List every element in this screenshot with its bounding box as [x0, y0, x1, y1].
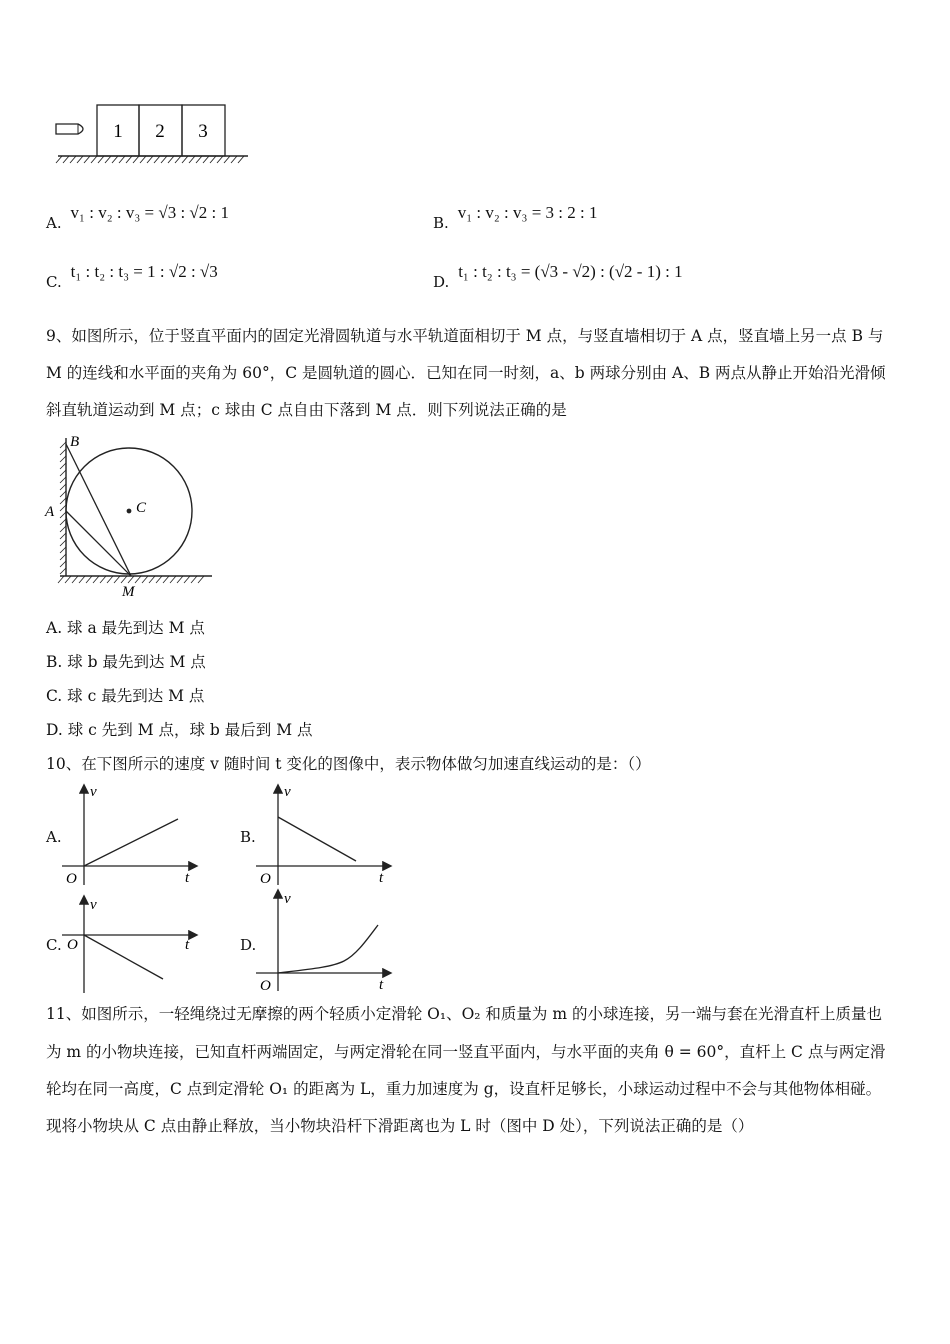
- option-expr: t₁ : t₂ : t₃ = (√3 - √2) : (√2 - 1) : 1: [458, 262, 683, 281]
- q11-line-3: 轮均在同一高度，C 点到定滑轮 O₁ 的距离为 L，重力加速度为 g，设直杆足够长，小球运动过程中不会与其他物体相碰。: [46, 1080, 882, 1098]
- q9-option-a[interactable]: A. 球 a 最先到达 M 点: [46, 619, 205, 637]
- block-2-label: 2: [155, 121, 165, 142]
- track-bm: [66, 444, 131, 576]
- origin-o: O: [260, 978, 271, 994]
- origin-o: O: [66, 871, 77, 887]
- q8-option-a[interactable]: [46, 203, 229, 234]
- q9-option-c[interactable]: C. 球 c 最先到达 M 点: [46, 687, 205, 705]
- graph-a[interactable]: [58, 782, 203, 892]
- axis-t: t: [379, 870, 384, 886]
- block-1-label: 1: [113, 121, 123, 142]
- graph-b-line: [278, 817, 356, 861]
- q9-line-1: 9、如图所示，位于竖直平面内的固定光滑圆轨道与水平轨道面相切于 M 点，与竖直墙相切于 A 点，竖直墙上另一点 B 与: [46, 327, 884, 345]
- option-letter: A.: [46, 214, 62, 232]
- option-expr: v₁ : v₂ : v₃ = √3 : √2 : 1: [70, 203, 229, 222]
- option-letter: B.: [433, 214, 449, 232]
- option-letter: C.: [46, 273, 62, 291]
- bullet-icon: [56, 124, 83, 134]
- graph-d-label[interactable]: D.: [240, 936, 257, 954]
- axis-v: v: [90, 897, 97, 913]
- q9-line-2: M 的连线和水平面的夹角为 60°，C 是圆轨道的圆心．已知在同一时刻，a、b 两球分别由 A、B 两点从静止开始沿光滑倾: [46, 364, 886, 382]
- q8-option-c[interactable]: [46, 262, 218, 293]
- graph-b-label[interactable]: B.: [240, 828, 256, 846]
- origin-o: O: [260, 871, 271, 887]
- q8-option-d[interactable]: [433, 262, 683, 293]
- origin-o: O: [67, 937, 78, 953]
- q9-option-d[interactable]: D. 球 c 先到 M 点，球 b 最后到 M 点: [46, 721, 313, 739]
- q10-stem: 10、在下图所示的速度 v 随时间 t 变化的图像中，表示物体做匀加速直线运动的是：（）: [46, 755, 651, 773]
- option-letter: D.: [433, 273, 450, 291]
- label-c: C: [136, 500, 147, 516]
- q8-option-b[interactable]: [433, 203, 598, 234]
- axis-v: v: [284, 784, 291, 800]
- center-dot: [127, 509, 132, 514]
- ground-hatch: [56, 156, 248, 163]
- graph-c[interactable]: [58, 893, 203, 998]
- q11-line-1: 11、如图所示，一轻绳绕过无摩擦的两个轻质小定滑轮 O₁、O₂ 和质量为 m 的小球连接，另一端与套在光滑直杆上质量也: [46, 1005, 882, 1023]
- graph-d-curve: [278, 925, 378, 973]
- graph-c-line: [84, 935, 163, 979]
- axis-t: t: [379, 977, 384, 993]
- label-a: A: [45, 504, 55, 520]
- label-b: B: [70, 434, 80, 450]
- graph-c-label[interactable]: C.: [46, 936, 62, 954]
- graph-a-line: [84, 819, 178, 866]
- graph-b[interactable]: [252, 782, 397, 892]
- q11-line-4: 现将小物块从 C 点由静止释放，当小物块沿杆下滑距离也为 L 时（图中 D 处），下列说法正确的是（）: [46, 1117, 754, 1135]
- axis-v: v: [90, 784, 97, 800]
- q9-line-3: 斜直轨道运动到 M 点；c 球由 C 点自由下落到 M 点．则下列说法正确的是: [46, 401, 567, 419]
- graph-a-label[interactable]: A.: [46, 828, 62, 846]
- axis-t: t: [185, 870, 190, 886]
- option-expr: v₁ : v₂ : v₃ = 3 : 2 : 1: [457, 203, 598, 222]
- label-m: M: [122, 584, 135, 600]
- circle-track-figure: [40, 430, 220, 600]
- option-expr: t₁ : t₂ : t₃ = 1 : √2 : √3: [70, 262, 218, 281]
- axis-v: v: [284, 891, 291, 907]
- block-3-label: 3: [198, 121, 208, 142]
- bullet-blocks-figure: [50, 95, 260, 170]
- axis-t: t: [185, 937, 190, 953]
- q11-line-2: 为 m 的小物块连接，已知直杆两端固定，与两定滑轮在同一竖直平面内，与水平面的夹角 θ = 60°，直杆上 C 点与两定滑: [46, 1043, 886, 1061]
- graph-d[interactable]: [252, 887, 397, 997]
- q9-option-b[interactable]: B. 球 b 最先到达 M 点: [46, 653, 206, 671]
